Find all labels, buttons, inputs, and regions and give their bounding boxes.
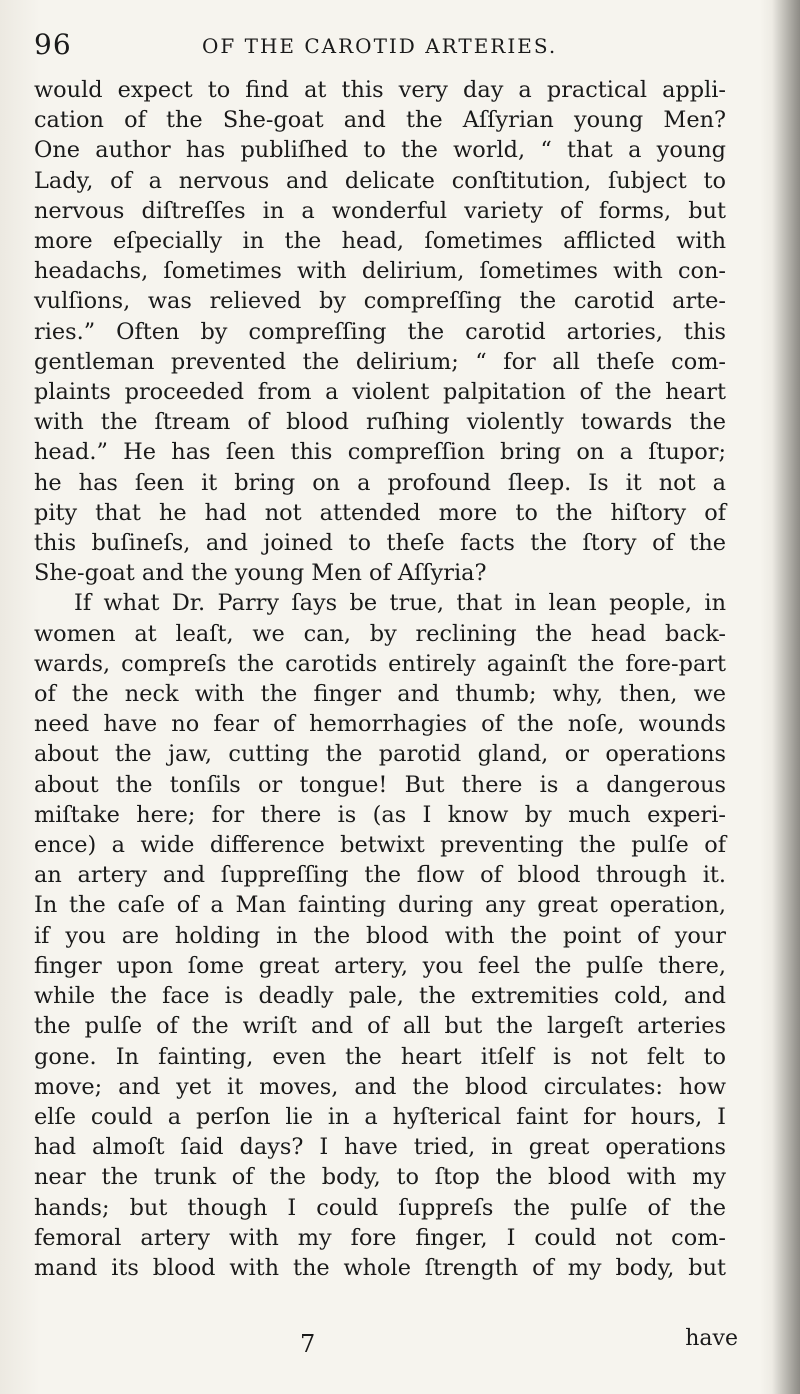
text-line: if you are holding in the blood with the point of your bbox=[34, 922, 726, 949]
text-line: If what Dr. Parry ſays be true, that in lean people, in bbox=[74, 590, 726, 617]
text-line: need have no fear of hemorrhagies of the noſe, wounds bbox=[34, 711, 726, 738]
text-line: more eſpecially in the head, ſometimes afflicted with bbox=[34, 228, 726, 255]
text-line: had almoſt ſaid days? I have tried, in great operations bbox=[34, 1134, 726, 1161]
text-line: about the tonſils or tongue! But there is a dangerous bbox=[34, 771, 726, 798]
text-line: move; and yet it moves, and the blood circulates: how bbox=[34, 1073, 726, 1100]
text-line: Lady, of a nervous and delicate conſtitution, ſubject to bbox=[34, 167, 726, 194]
page-footer bbox=[34, 1326, 738, 1364]
page-edge-shadow bbox=[772, 0, 800, 1394]
text-line: ence) a wide difference betwixt preventing the pulſe of bbox=[34, 832, 726, 859]
text-line: vulſions, was relieved by compreſſing the carotid arte- bbox=[34, 288, 726, 315]
text-line: would expect to find at this very day a practical appli- bbox=[34, 77, 726, 103]
text-line: ries.” Often by compreſſing the carotid artories, this bbox=[34, 318, 726, 345]
text-line: plaints proceeded from a violent palpitation of the heart bbox=[34, 379, 726, 406]
text-line: with the ſtream of blood ruſhing violently towards the bbox=[34, 409, 726, 436]
text-line: this buſineſs, and joined to theſe facts the ſtory of the bbox=[34, 530, 726, 557]
text-line: about the jaw, cutting the parotid gland, or operations bbox=[34, 741, 726, 768]
text-line: women at leaſt, we can, by reclining the head back- bbox=[34, 620, 726, 647]
catchword: have bbox=[685, 1326, 738, 1351]
text-line: head.” He has ſeen this compreſſion bring on a ſtupor; bbox=[34, 439, 726, 466]
text-line: headachs, ſometimes with delirium, ſometimes with con- bbox=[34, 258, 726, 285]
text-line: of the neck with the finger and thumb; why, then, we bbox=[34, 681, 726, 708]
text-line: the pulſe of the wriſt and of all but the largeſt arteries bbox=[34, 1013, 726, 1040]
page-number: 96 bbox=[34, 28, 72, 61]
text-line: One author has publiſhed to the world, “ that a young bbox=[34, 137, 726, 164]
page-header bbox=[34, 28, 734, 62]
text-line: wards, compreſs the carotids entirely againſt the fore-part bbox=[34, 650, 726, 677]
text-line: hands; but though I could ſuppreſs the pulſe of the bbox=[34, 1194, 726, 1221]
text-line: he has ſeen it bring on a profound ſleep. Is it not a bbox=[34, 469, 726, 496]
text-line: gone. In fainting, even the heart itſelf is not felt to bbox=[34, 1043, 726, 1070]
text-line: In the caſe of a Man fainting during any great operation, bbox=[34, 892, 726, 919]
text-line: pity that he had not attended more to the hiſtory of bbox=[34, 499, 726, 526]
text-line: while the face is deadly pale, the extremities cold, and bbox=[34, 983, 726, 1010]
text-line: cation of the She-goat and the Aſſyrian young Men? bbox=[34, 107, 726, 134]
text-line: femoral artery with my fore finger, I could not com- bbox=[34, 1224, 726, 1251]
text-line: gentleman prevented the delirium; “ for all theſe com- bbox=[34, 348, 726, 375]
text-line: She-goat and the young Men of Aſſyria? bbox=[34, 560, 487, 587]
signature-mark: 7 bbox=[300, 1330, 316, 1358]
text-line: near the trunk of the body, to ſtop the blood with my bbox=[34, 1164, 726, 1191]
text-line: mand its blood with the whole ſtrength of my body, but bbox=[34, 1254, 726, 1281]
text-line: miſtake here; for there is (as I know by much experi- bbox=[34, 801, 726, 828]
text-line: elſe could a perſon lie in a hyſterical faint for hours, I bbox=[34, 1103, 726, 1130]
body-text bbox=[34, 75, 726, 1283]
running-title: OF THE CAROTID ARTERIES. bbox=[202, 34, 558, 58]
text-line: an artery and ſuppreſſing the flow of blood through it. bbox=[34, 862, 726, 889]
text-line: nervous diſtreſſes in a wonderful variety of forms, but bbox=[34, 197, 726, 224]
text-line: finger upon ſome great artery, you feel the pulſe there, bbox=[34, 952, 726, 979]
